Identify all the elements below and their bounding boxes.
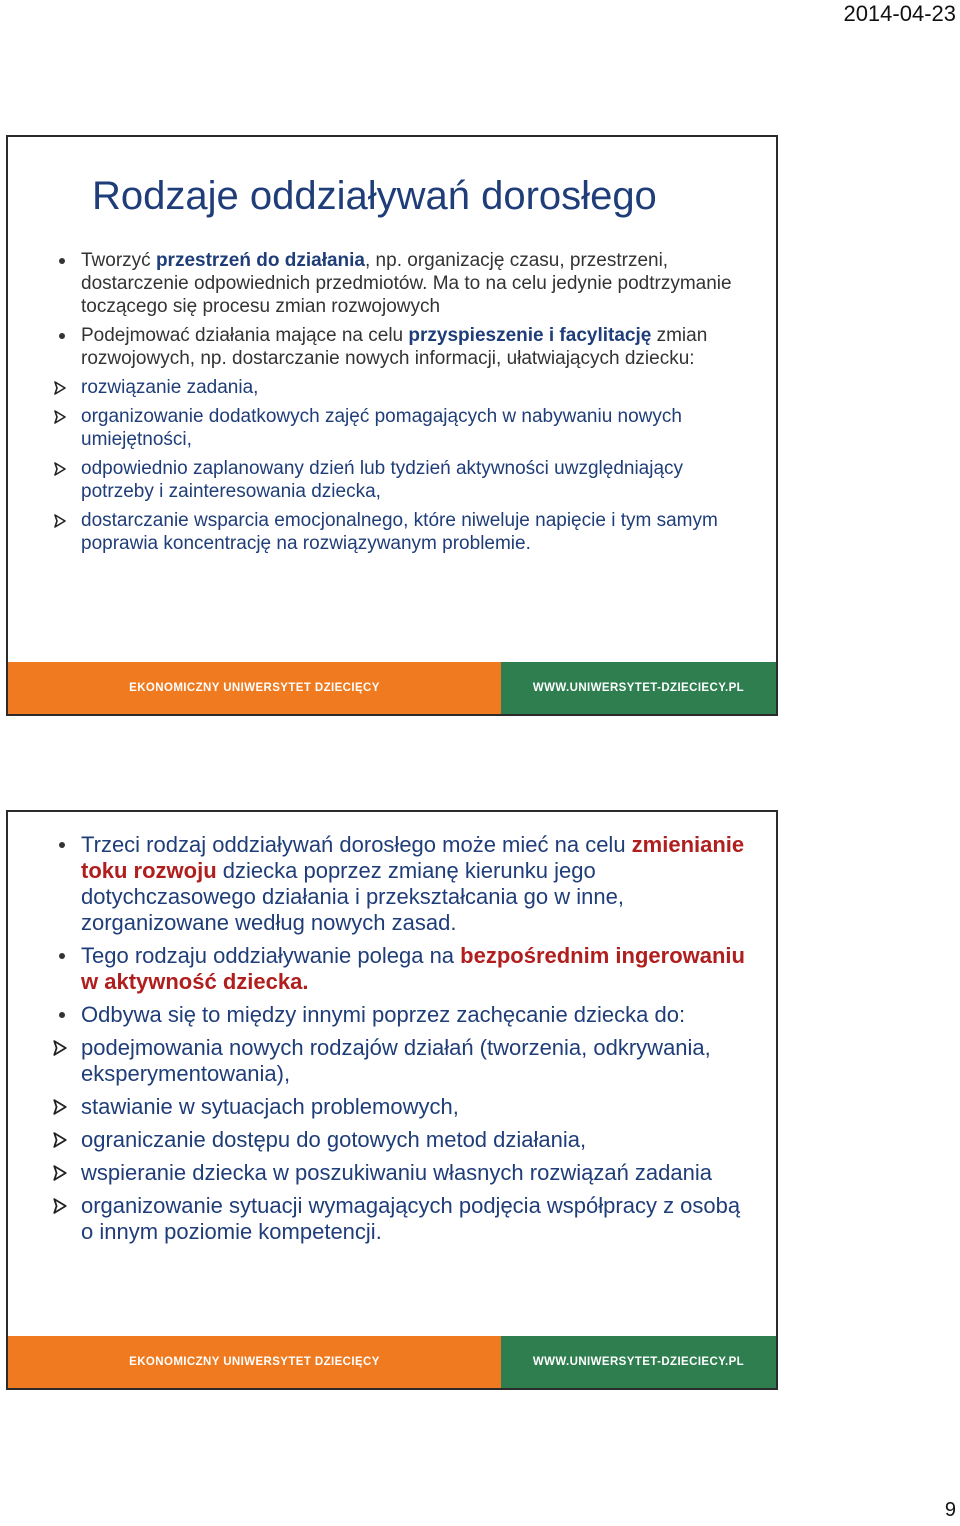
bullet-item [8, 943, 776, 995]
item-text: odpowiednio zaplanowany dzień lub tydzień aktywności uwzględniający potrzeby i zainteresowania dziecka, [81, 458, 684, 502]
item-text: organizowanie dodatkowych zajęć pomagających w nabywaniu nowych umiejętności, [81, 406, 682, 450]
footer-website-link[interactable]: WWW.UNIWERSYTET-DZIECIECY.PL [501, 1336, 776, 1388]
item-text: Odbywa się to między innymi poprzez zachęcanie dziecka do: [81, 1002, 686, 1027]
arrow-bullet-icon [50, 1035, 70, 1061]
arrow-item [8, 1094, 776, 1120]
slide-2 [6, 810, 778, 1390]
item-text: dziecka poprzez zmianę kierunku jego dotychczasowego działania i przekształcania go w inne, zorganizowane według nowych zasad. [81, 858, 624, 935]
item-emphasis: zmienianie toku rozwoju [81, 832, 745, 883]
slide-2-items [8, 832, 776, 1252]
item-text: rozwiązanie zadania, [81, 377, 259, 398]
arrow-item [8, 1160, 776, 1186]
item-text: stawianie w sytuacjach problemowych, [81, 1094, 459, 1119]
item-emphasis: bezpośrednim ingerowaniu w aktywność dziecka. [81, 943, 745, 994]
arrow-bullet-icon [50, 509, 70, 532]
arrow-bullet-icon [50, 376, 70, 399]
item-text: dostarczanie wsparcia emocjonalnego, które niweluje napięcie i tym samym poprawia koncentrację na rozwiązywanym problemie. [81, 510, 718, 554]
item-emphasis: przyspieszenie i facylitację [408, 325, 652, 346]
item-text: Podejmować działania mające na celu [81, 325, 409, 346]
arrow-bullet-icon [50, 1160, 70, 1186]
item-text: podejmowania nowych rodzajów działań (tworzenia, odkrywania, eksperymentowania), [81, 1035, 711, 1086]
arrow-item [8, 1035, 776, 1087]
arrow-item [8, 376, 776, 399]
bullet-dot-icon [52, 249, 72, 272]
bullet-item [8, 832, 776, 936]
arrow-item [8, 509, 776, 555]
bullet-dot-icon [52, 324, 72, 347]
bullet-dot-icon [52, 832, 72, 858]
item-text: organizowanie sytuacji wymagających podjęcia współpracy z osobą o innym poziomie kompetencji. [81, 1193, 741, 1244]
arrow-item [8, 1193, 776, 1245]
item-text: Tego rodzaju oddziaływanie polega na [81, 943, 461, 968]
slide-footer [8, 1336, 776, 1388]
arrow-bullet-icon [50, 405, 70, 428]
item-text: zmian rozwojowych, np. dostarczanie nowych informacji, ułatwiających dziecku: [81, 325, 708, 369]
item-text: Trzeci rodzaj oddziaływań dorosłego może mieć na celu [81, 832, 632, 857]
footer-university-name: EKONOMICZNY UNIWERSYTET DZIECIĘCY [8, 662, 501, 714]
bullet-item [8, 1002, 776, 1028]
slide-footer [8, 662, 776, 714]
bullet-dot-icon [52, 943, 72, 969]
arrow-bullet-icon [50, 1127, 70, 1153]
footer-university-name: EKONOMICZNY UNIWERSYTET DZIECIĘCY [8, 1336, 501, 1388]
item-text: , np. organizację czasu, przestrzeni, dostarczenie odpowiednich przedmiotów. Ma to na celu jedynie podtrzymanie toczącego się procesu zmian rozwojowych [81, 250, 732, 317]
arrow-bullet-icon [50, 457, 70, 480]
item-text: wspieranie dziecka w poszukiwaniu własnych rozwiązań zadania [81, 1160, 712, 1185]
slide-title: Rodzaje oddziaływań dorosłego [92, 174, 657, 218]
slide-1 [6, 135, 778, 716]
slide-1-items [8, 249, 776, 561]
arrow-item [8, 1127, 776, 1153]
page-date: 2014-04-23 [843, 1, 956, 26]
arrow-item [8, 457, 776, 503]
footer-website-link[interactable]: WWW.UNIWERSYTET-DZIECIECY.PL [501, 662, 776, 714]
item-text: Tworzyć [81, 250, 156, 271]
arrow-item [8, 405, 776, 451]
bullet-dot-icon [52, 1002, 72, 1028]
arrow-bullet-icon [50, 1094, 70, 1120]
bullet-item [8, 249, 776, 318]
bullet-item [8, 324, 776, 370]
item-emphasis: przestrzeń do działania [155, 250, 365, 271]
page-number: 9 [944, 1499, 956, 1521]
arrow-bullet-icon [50, 1193, 70, 1219]
item-text: ograniczanie dostępu do gotowych metod działania, [81, 1127, 587, 1152]
